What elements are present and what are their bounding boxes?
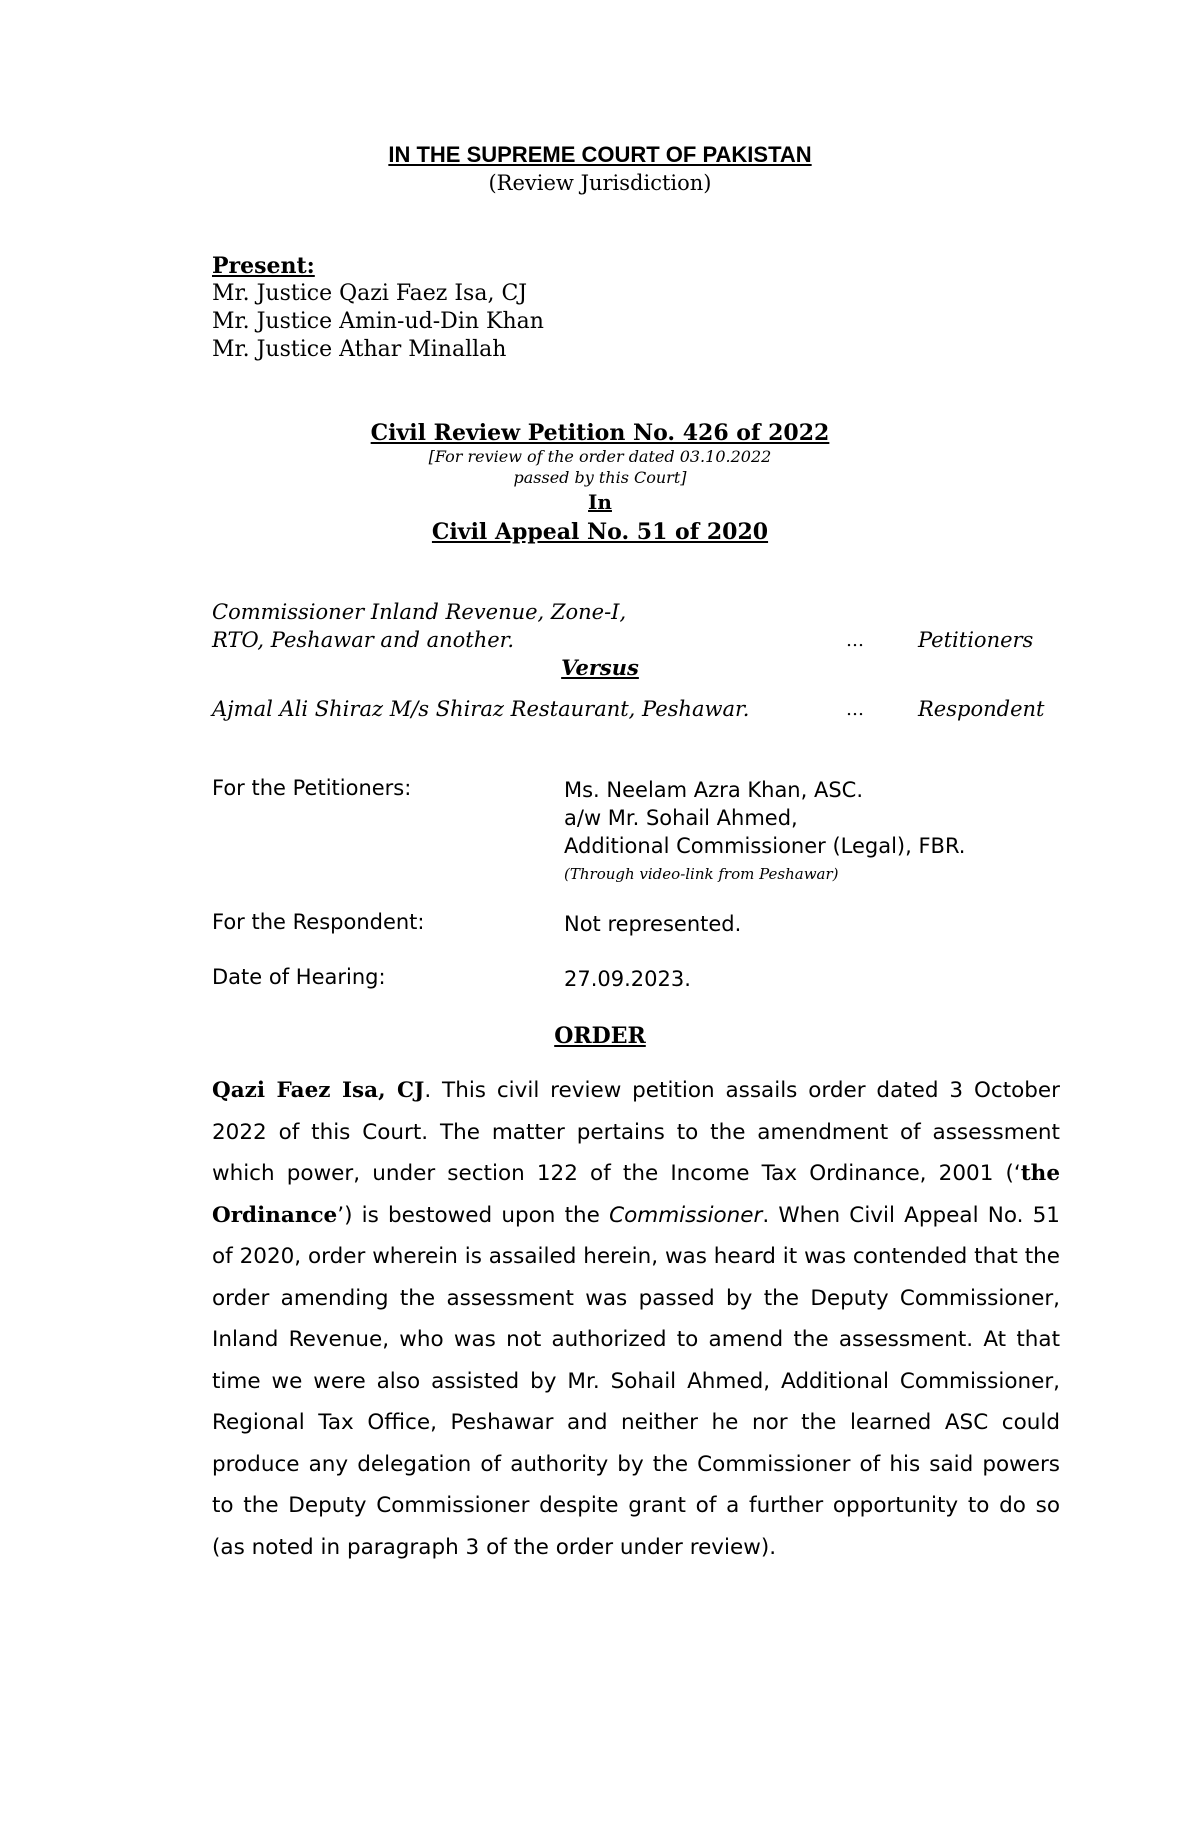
petitioners-counsel-line3: Additional Commissioner (Legal), FBR.	[564, 834, 966, 858]
respondent-counsel: Not represented.	[564, 912, 742, 936]
appeal-title: Civil Appeal No. 51 of 2020	[431, 519, 769, 545]
petitioners-counsel-line2: a/w Mr. Sohail Ahmed,	[564, 806, 798, 830]
versus: Versus	[561, 655, 639, 680]
jurisdiction: (Review Jurisdiction)	[488, 171, 712, 195]
in-word: In	[588, 490, 612, 514]
respondent-counsel-label: For the Respondent:	[212, 910, 425, 934]
hearing-date-label: Date of Hearing:	[212, 965, 386, 989]
bench-block	[212, 252, 544, 364]
petitioners-counsel-label: For the Petitioners:	[212, 776, 412, 800]
hearing-date: 27.09.2023.	[564, 967, 691, 991]
petitioners-counsel	[564, 776, 965, 888]
order-text-3: . When Civil Appeal No. 51 of 2020, order wherein is assailed herein, was heard it was contended that the order amending the assessment was passed by the Deputy Commissioner, Inland Revenue, who was not authorized to amend the assessment. At that time we were also assisted by Mr. Sohail Ahmed, Additional Commissioner, Regional Tax Office, Peshawar and neither he nor the learned ASC could produce any delegation of authority by the Commissioner of his said powers to the Deputy Commissioner despite grant of a further opportunity to do so (as noted in paragraph 3 of the order under review).	[212, 1202, 1060, 1560]
court-title: IN THE SUPREME COURT OF PAKISTAN	[388, 142, 812, 167]
petitioner-dots: …	[846, 630, 864, 651]
respondent-name: Ajmal Ali Shiraz M/s Shiraz Restaurant, Peshawar.	[212, 697, 750, 721]
respondent-dots: …	[846, 699, 864, 720]
review-note-line1: [For review of the order dated 03.10.2022	[428, 447, 772, 466]
order-author: Qazi Faez Isa, CJ	[212, 1078, 425, 1103]
judge-1: Mr. Justice Qazi Faez Isa, CJ	[212, 281, 528, 306]
review-note-line2: passed by this Court]	[513, 468, 687, 487]
order-text-1: . This civil review petition assails order dated 3 October 2022 of this Court. The matter pertains to the amendment of assessment which power, under section 122 of the Income Tax Ordinance, 2001 (‘	[212, 1078, 1061, 1186]
petitioner-line2: RTO, Peshawar and another.	[212, 628, 515, 652]
defined-term: the Ordinance	[212, 1161, 1060, 1228]
petitioner-role: Petitioners	[918, 628, 1034, 652]
bench-label: Present:	[212, 253, 315, 279]
petitioners-counsel-line1: Ms. Neelam Azra Khan, ASC.	[564, 778, 864, 802]
order-paragraph	[212, 1070, 1060, 1568]
respondent-role: Respondent	[918, 697, 1045, 721]
petitioner-line1: Commissioner Inland Revenue, Zone-I,	[212, 600, 627, 624]
order-text-2: ’) is bestowed upon the	[337, 1202, 610, 1228]
judge-2: Mr. Justice Amin-ud-Din Khan	[212, 309, 544, 334]
commissioner-term: Commissioner	[609, 1202, 763, 1228]
petition-title: Civil Review Petition No. 426 of 2022	[370, 420, 830, 446]
judge-3: Mr. Justice Athar Minallah	[212, 337, 507, 362]
order-heading: ORDER	[554, 1023, 646, 1049]
video-link-note: (Through video-link from Peshawar)	[564, 865, 839, 883]
